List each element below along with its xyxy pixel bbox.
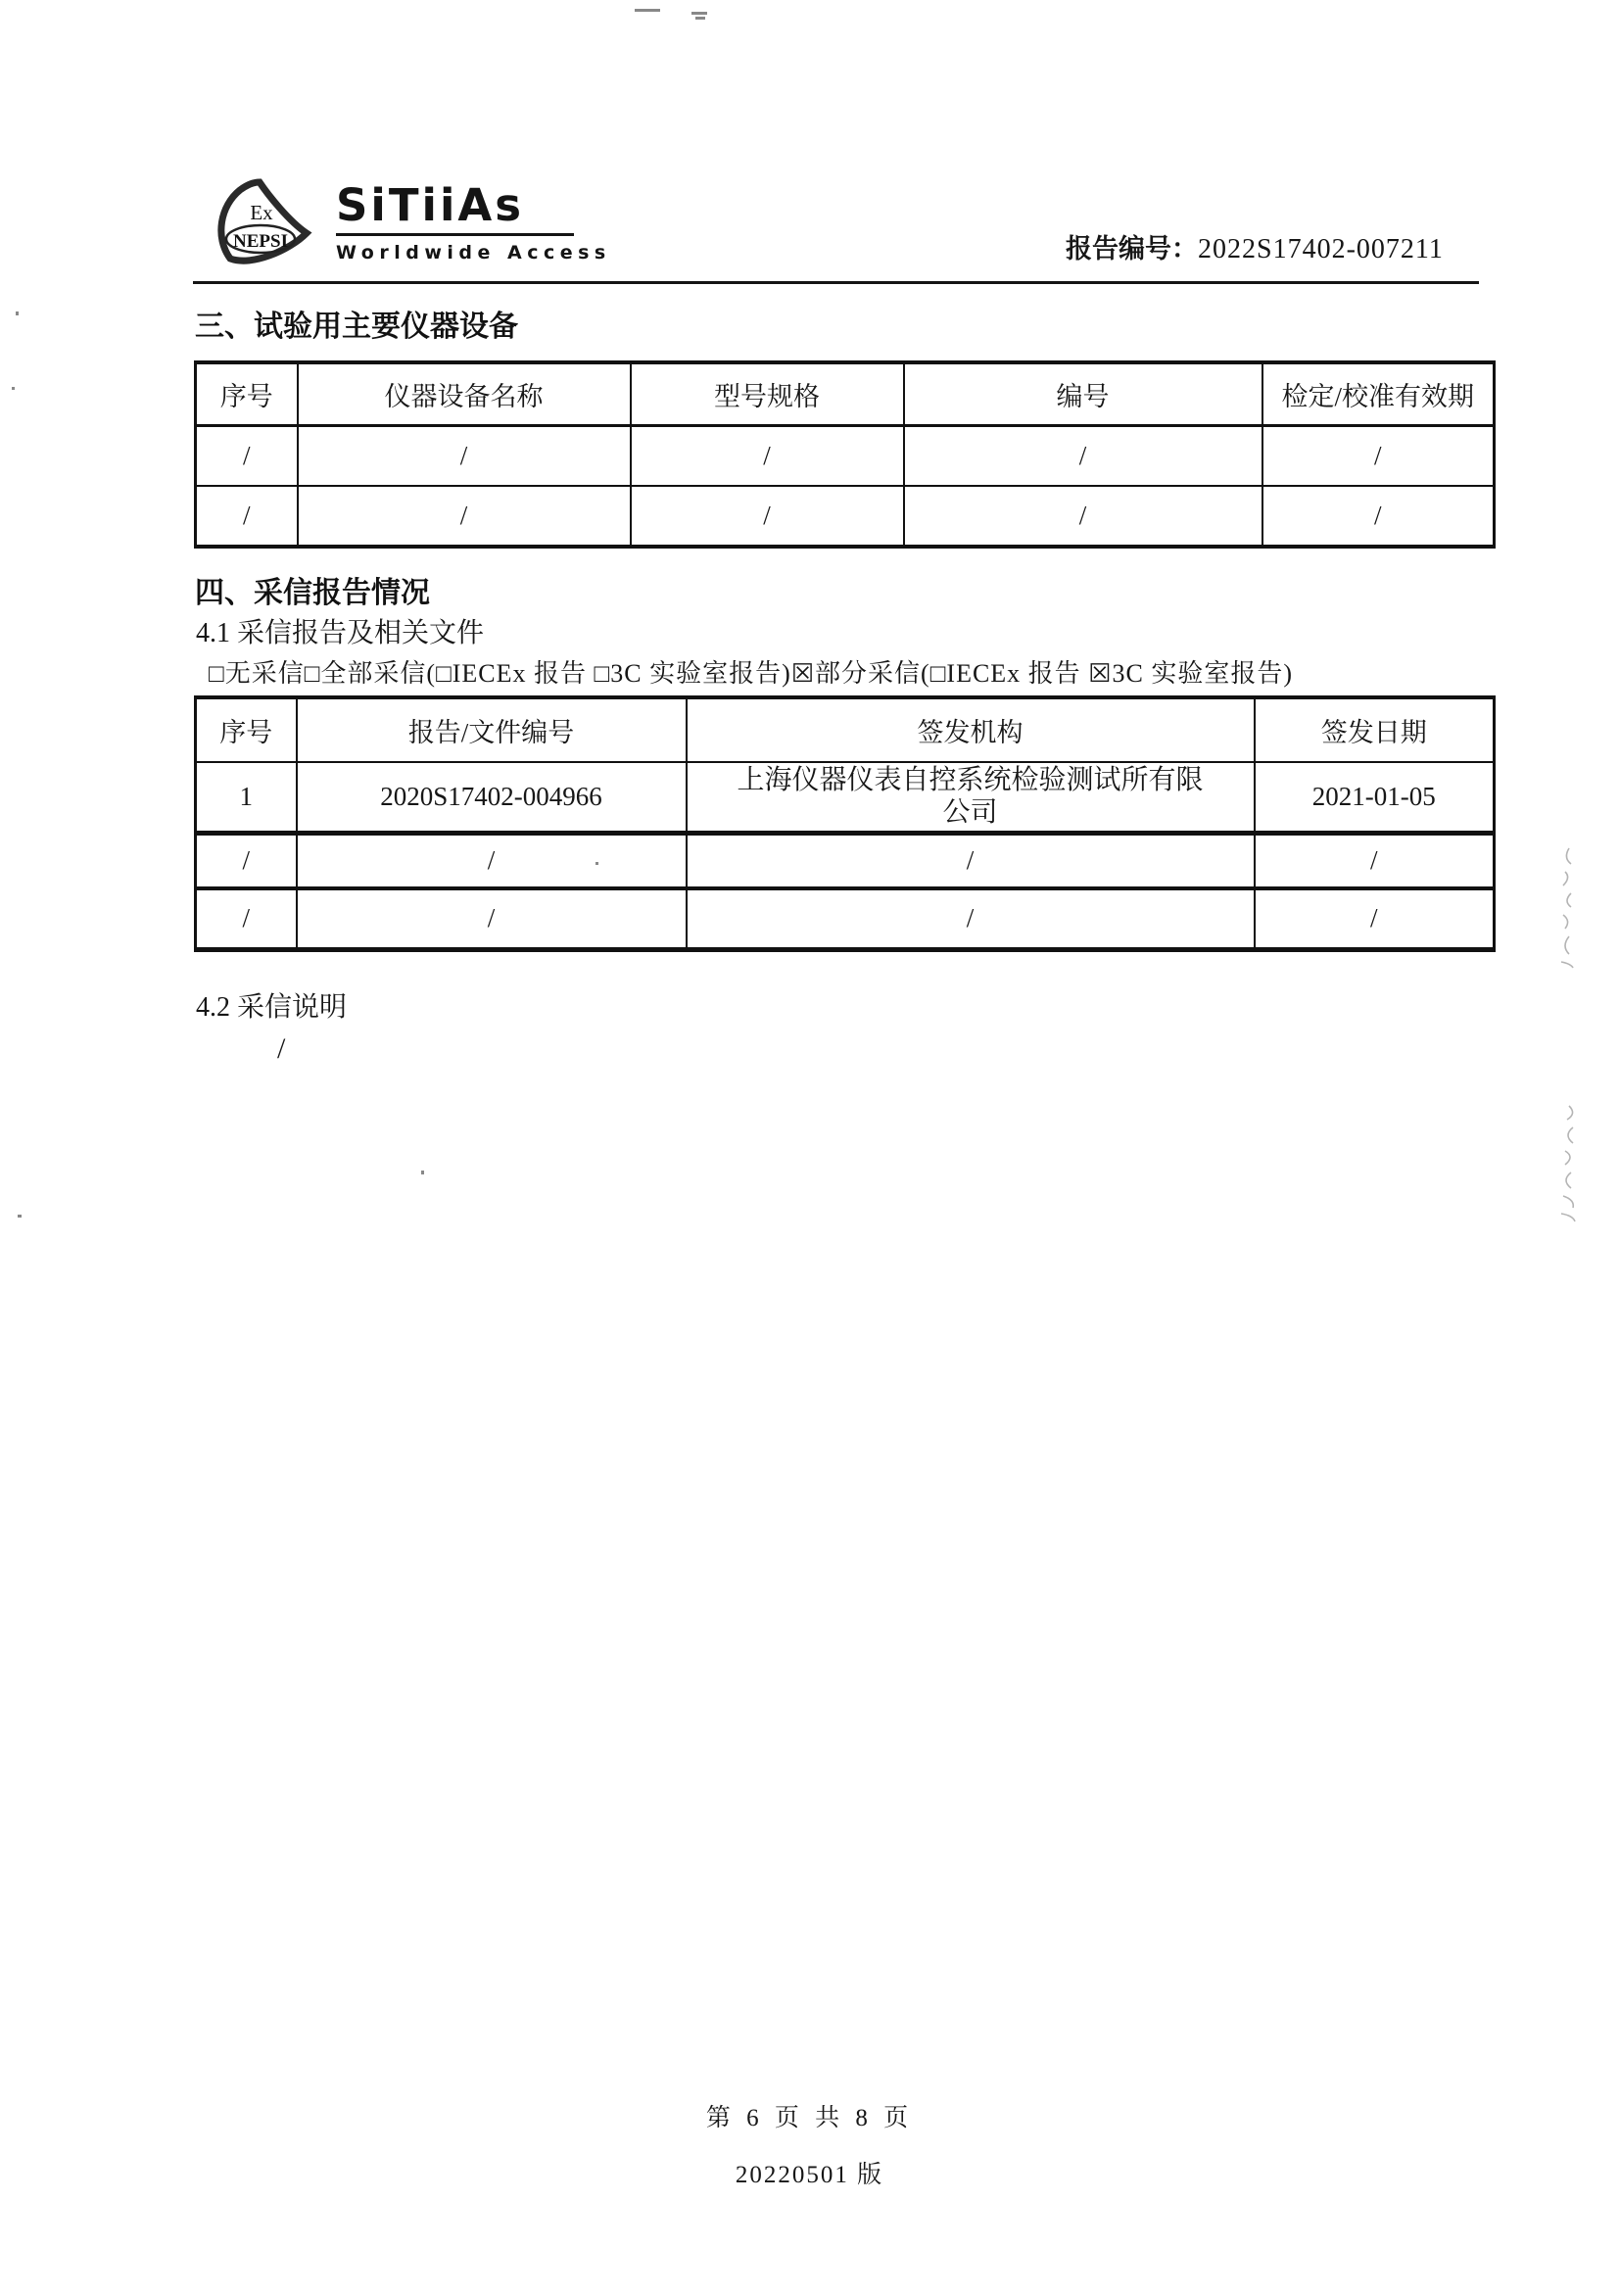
table-cell: / [631,425,904,486]
section4-2-content: / [277,1032,286,1065]
table-cell: 1 [196,762,297,833]
table-cell: / [904,425,1262,486]
column-header: 报告/文件编号 [297,697,687,762]
table-cell: 2021-01-05 [1255,762,1495,833]
logo-tagline: Worldwide Access [336,242,611,263]
table-cell: / [196,888,297,949]
report-number-value: 2022S17402-007211 [1198,234,1444,264]
nepsi-ex-logo-icon [205,176,314,276]
table-cell: / [196,425,298,486]
table-cell: / [298,425,631,486]
scan-artifact [695,17,705,20]
table-cell: / [196,486,298,547]
report-number-label: 报告编号： [1066,234,1198,264]
column-header: 签发机构 [687,697,1255,762]
scan-artifact [635,9,660,12]
header-logo [193,174,611,276]
column-header: 签发日期 [1255,697,1495,762]
page-number: 第 6 页 共 8 页 [705,2105,914,2131]
table-cell: 上海仪器仪表自控系统检验测试所有限公司 [687,762,1255,833]
table-header-row [196,697,1495,762]
logo-nepsi-text: NEPSI [233,231,288,252]
header-divider [193,281,1479,284]
section3-title: 三、试验用主要仪器设备 [195,310,518,344]
scan-artifact-handwriting [1557,1102,1581,1224]
table-row [196,833,1495,888]
logo-ex-text: Ex [250,201,273,224]
table-row [196,762,1495,833]
table-row [196,888,1495,949]
version-label: 20220501 版 [735,2162,884,2188]
accepted-reports-table [194,695,1496,952]
column-header: 检定/校准有效期 [1262,362,1495,425]
table-row [196,425,1495,486]
table-cell: / [298,486,631,547]
table-cell: / [1255,888,1495,949]
table-cell: 2020S17402-004966 [297,762,687,833]
table-header-row [196,362,1495,425]
scan-artifact [12,387,15,390]
table-cell: / [631,486,904,547]
column-header: 编号 [904,362,1262,425]
instruments-table [194,360,1496,549]
table-cell: / [1262,425,1495,486]
table-cell: / [297,833,687,888]
table-cell: / [196,833,297,888]
scan-artifact-handwriting [1555,842,1579,970]
column-header: 序号 [196,362,298,425]
section4-1-title: 4.1 采信报告及相关文件 [196,618,485,648]
section4-2-title: 4.2 采信说明 [196,992,348,1023]
scan-artifact [18,1215,22,1218]
column-header: 仪器设备名称 [298,362,631,425]
table-cell: / [687,888,1255,949]
table-row [196,486,1495,547]
table-cell: / [687,833,1255,888]
table-cell: / [904,486,1262,547]
table-cell: / [1255,833,1495,888]
acceptance-checkbox-line: □无采信□全部采信(□IECEx 报告 □3C 实验室报告)☒部分采信(□IECEx 报告 ☒3C 实验室报告) [209,659,1293,688]
scan-artifact [421,1171,424,1174]
scan-artifact [595,862,598,865]
wordmark-rule [336,233,574,236]
table-cell: / [297,888,687,949]
column-header: 序号 [196,697,297,762]
scan-artifact [16,311,19,315]
scan-artifact [691,12,707,15]
table-cell: / [1262,486,1495,547]
column-header: 型号规格 [631,362,904,425]
section4-title: 四、采信报告情况 [195,576,430,610]
report-number [1066,227,1444,265]
sitiias-wordmark: SiTiiAs [336,179,524,231]
